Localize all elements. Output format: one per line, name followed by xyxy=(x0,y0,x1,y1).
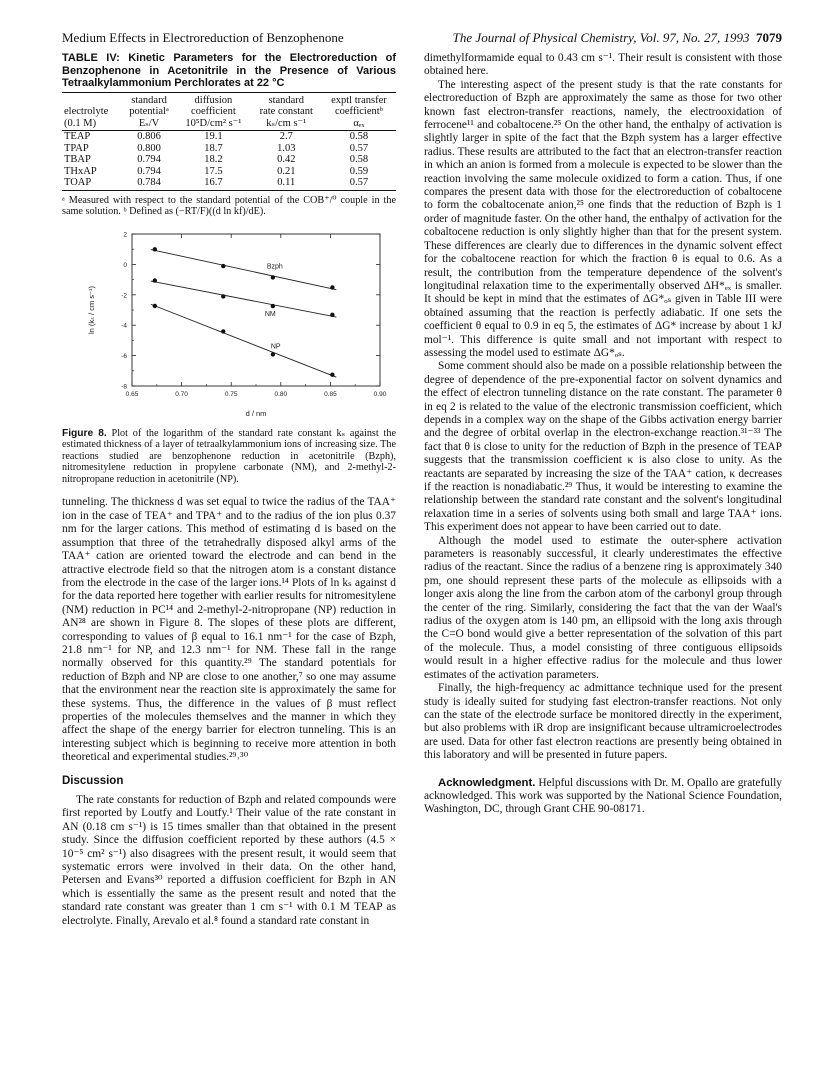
table-cell: 0.59 xyxy=(349,165,369,177)
table-cell: 0.58 xyxy=(349,131,369,142)
table-header-cell: diffusion xyxy=(176,92,251,106)
table-cell: 18.2 xyxy=(204,154,223,165)
running-header xyxy=(62,30,782,48)
y-tick-label: 0 xyxy=(123,261,127,269)
table-cell: 16.7 xyxy=(176,177,251,190)
table-header-row xyxy=(62,118,396,131)
body-paragraph: Although the model used to estimate the outer-sphere activation parameters is reasonably successful, it clearly underestimates the effective radius of the reactant. Since the radius of a benzene ring is approximately 340 pm, one should represent these parts of the molecule as ellipsoids with a longer axis along the line from the carbon atom of the carbonyl group through the center of the ring. Similarly, considering the fact that the van der Waal's radius of the oxygen atom is 140 pm, an ellipsoid with the long axis through the C=O bond would give a better representation of the solvation of this part of the molecule. Thus, a model consisting of three contiguous ellipsoids would result in a higher effective radius for the molecule and thus lower estimates of the activation parameters. xyxy=(424,534,782,681)
series-label-np: NP xyxy=(270,342,281,350)
table-header-cell: potentialᵃ xyxy=(129,106,169,117)
table-cell: 0.57 xyxy=(322,177,396,190)
table-cell: TOAP xyxy=(62,177,122,190)
table-row xyxy=(62,177,396,190)
right-column xyxy=(424,52,782,817)
figure-caption-label: Figure 8. xyxy=(62,427,107,439)
acknowledgment-label: Acknowledgment. xyxy=(438,776,536,789)
figure-caption xyxy=(62,428,396,486)
table-row xyxy=(62,143,396,155)
y-axis-label: ln (kₛ / cm s⁻¹) xyxy=(87,285,96,334)
x-tick-label: 0.90 xyxy=(373,390,387,398)
table-title: TABLE IV: Kinetic Parameters for the Electroreduction of Benzophenone in Acetonitrile in the Presence of Various Tetraalkylammonium Perchlorates at 22 °C xyxy=(62,52,396,89)
data-point-bzph xyxy=(271,275,275,279)
table-cell: 0.794 xyxy=(137,165,161,177)
table-cell: 0.21 xyxy=(277,165,296,177)
series-line-bzph xyxy=(151,249,337,289)
x-tick-label: 0.65 xyxy=(125,390,139,398)
table-cell: 1.03 xyxy=(277,142,296,154)
table-header-cell: coefficient xyxy=(191,106,236,117)
table-cell: 19.1 xyxy=(204,131,223,142)
table-header-cell: (0.1 M) xyxy=(62,118,122,131)
data-point-nm xyxy=(271,303,275,307)
data-point-np xyxy=(221,329,225,333)
body-paragraph: The rate constants for reduction of Bzph and related compounds were first reported by Loutfy and Loutfy.¹ Their value of the rate constant in AN (0.18 cm s⁻¹) is 15 times smaller than that obtained in the present study. Since the diffusion coefficient reported by these authors (4.5 × 10⁻⁵ cm² s⁻¹) also disagrees with the present result, it would seem that systematic errors were involved in their data. On the other hand, Petersen and Evans³⁰ reported a diffusion coefficient for Bzph in AN which is essentially the same as the present result and noted that the standard rate constant was greater than 1 cm s⁻¹ with 0.1 M TEAP as electrolyte. Finally, Arevalo et al.⁸ found a standard rate constant in xyxy=(62,794,396,927)
data-point-np xyxy=(271,352,275,356)
table-header-cell: exptl transfer xyxy=(322,92,396,106)
table-cell: 17.5 xyxy=(204,165,223,177)
x-tick-label: 0.85 xyxy=(324,390,337,398)
table-cell: 0.784 xyxy=(122,177,176,190)
table-cell: 0.794 xyxy=(137,154,161,165)
acknowledgment xyxy=(424,777,782,817)
table-row xyxy=(62,154,396,166)
y-tick-label: -6 xyxy=(121,352,127,360)
x-tick-label: 0.70 xyxy=(175,390,188,398)
body-paragraph: Finally, the high-frequency ac admittance technique used for the present study is ideally suited for studying fast electron-transfer reactions. Not only can the state of the electrode surface be monitored directly in the experiment, but also problems with iR drop are insignificant because ultramicroelectrodes are used. Data for other fast electron reactions are presently being obtained in this laboratory and will be presented in future papers. xyxy=(424,682,782,762)
table-header-cell: Eₛ/V xyxy=(122,118,176,131)
table-row xyxy=(62,131,396,143)
data-point-bzph xyxy=(330,285,334,289)
table-header-cell: electrolyte xyxy=(64,106,109,117)
series-line-np xyxy=(151,304,337,377)
x-tick-label: 0.75 xyxy=(224,390,238,398)
figure-caption-text: Plot of the logarithm of the standard rate constant kₛ against the estimated thickness of a layer of tetraalkylammonium ions of increasing size. The reactions studied are benzophenone reduction in acetonitrile (Bzph), nitromesitylene reduction in propylene carbonate (NM), and 2-methyl-2-nitropropane reduction in acetonitrile (NP). xyxy=(62,427,396,485)
table-header-row xyxy=(62,92,396,106)
data-point-np xyxy=(330,372,334,376)
header-journal-name: The Journal of Physical Chemistry, Vol. 97, No. 27, 1993 xyxy=(452,30,750,45)
table-cell: 0.57 xyxy=(349,142,369,154)
table-cell: TBAP xyxy=(64,154,91,165)
table-row xyxy=(62,166,396,178)
table-cell: 0.58 xyxy=(349,154,369,165)
table-header-cell: rate constant xyxy=(259,106,313,117)
plot-frame xyxy=(132,234,380,386)
body-paragraph: The interesting aspect of the present study is that the rate constants for electroreduction of Bzph are approximately the same as those for two other known fast electron-transfer reactions, namely, the electrooxidation of ferrocene¹¹ and cobaltocene.²⁵ On the other hand, the enthalpy of activation is slightly larger in spite of the fact that the Bzph system has a larger effective radius. These results are attributed to the fact that an electron-transfer reaction in which an anion is formed from a molecule is expected to be slower than the reaction involving the same molecule oxidized to form a cation. Thus, if one compares the present data with those for the electroreduction of cobaltocene to form the cobaltocenate anion,²⁵ one finds that the reduction of Bzph is 1 order of magnitude faster. On the other hand, the enthalpy of activation for the cobaltocene reduction is only slightly higher than that for the present system. These differences are clearly due to differences in the dynamic solvent effect for the cobaltocene reaction for which the fraction θ is equal to 0.6. As a result, the contribution from the temperature dependence of the solvent's longitudinal relaxation time to the experimentally observed ΔH*ₑₓ is smaller. It should be kept in mind that the estimates of ΔG*ₒₛ given in Table III were obtained assuming that the reaction is perfectly adiabatic. If one sets the coefficient θ equal to 0.9 in eq 5, the estimates of ΔG* increase by about 1 kJ mol⁻¹. This difference is quite small and not important with respect to assessing the model used to estimate ΔG*ₒₛ. xyxy=(424,78,782,359)
series-label-nm: NM xyxy=(264,310,276,318)
y-tick-label: -2 xyxy=(121,291,127,299)
table-cell: 0.11 xyxy=(251,177,322,190)
table-cell: 0.42 xyxy=(277,154,296,165)
body-paragraph: Some comment should also be made on a possible relationship between the degree of dependence of the pre-exponential factor on solvent dynamics and the effect of electron tunneling distance on the rate constant. The parameter θ in eq 2 is related to the value of the electronic transmission coefficient, which depends in a complex way on the shape of the Gibbs activation energy barrier and the degree of orbital overlap in the electron-exchange reaction.³¹⁻³³ The fact that θ is close to unity for the reduction of Bzph in the presence of TEAP suggests that the transmission coefficient κ is also close to unity. As the reactants are separated by increasing the size of the TAA⁺ cation, κ decreases if the reaction is nonadiabatic.²⁹ Thus, it would be interesting to examine the relationship between the standard rate constant and the solvent's longitudinal relaxation time in a series of solvents using both small and large TAA⁺ ions. This experiment does not appear to have been carried out to date. xyxy=(424,360,782,534)
body-paragraph: tunneling. The thickness d was set equal to twice the radius of the TAA⁺ ion in the case of TEA⁺ and TPA⁺ and to the radius of the ion plus 0.37 nm for the larger cations. This method of estimating d is based on the assumption that three of the tetrahedrally disposed alkyl arms of the TAA⁺ cation are oriented toward the electrode and can bend in the attractive electrode field so that the nitrogen atom is a constant distance from the electrode in the case of the larger ions.¹⁴ Plots of ln kₛ against d for the data reported here together with earlier results for nitromesitylene (NM) reduction in PC¹⁴ and 2-methyl-2-nitropropane (NP) reduction in AN²⁸ are shown in Figure 8. The slopes of these plots are different, corresponding to values of β equal to 16.1 nm⁻¹ for the case of Bzph, 21.8 nm⁻¹ for NP, and 12.3 nm⁻¹ for NM. These fall in the range normally observed for this quantity.²⁹ The standard potentials for reduction of Bzph and NP are close to one another,⁷ so one may assume that the environment near the reaction site is approximately the same for these systems. Thus, the difference in the values of β must reflect properties of the molecules themselves and the manner in which they affect the shape of the energy barrier for electron tunneling. This is an interesting subject which is beginning to receive more attention in both theoretical and experimental studies.²⁹˒³⁰ xyxy=(62,496,396,764)
rate-constant-chart xyxy=(62,226,396,424)
table-cell: TEAP xyxy=(64,131,91,142)
body-paragraph: dimethylformamide equal to 0.43 cm s⁻¹. Their result is consistent with those obtained here. xyxy=(424,52,782,78)
table-footnote-b: ᵇ Defined as (−RT/F)((d ln kf)/dE). xyxy=(123,206,266,217)
table-header-cell: coefficientᵇ xyxy=(334,106,383,117)
table-cell: 0.800 xyxy=(137,142,161,154)
table-header-cell: standard xyxy=(251,92,322,106)
figure-8 xyxy=(62,226,396,424)
page-number: 7079 xyxy=(756,30,782,45)
data-point-np xyxy=(153,303,157,307)
y-tick-label: -4 xyxy=(121,322,127,330)
data-point-bzph xyxy=(153,247,157,251)
kinetic-parameters-table xyxy=(62,92,396,191)
header-title: Medium Effects in Electroreduction of Benzophenone xyxy=(62,30,344,45)
data-point-nm xyxy=(221,294,225,298)
section-heading-discussion: Discussion xyxy=(62,774,124,787)
series-label-bzph: Bzph xyxy=(266,262,283,270)
y-tick-label: 2 xyxy=(123,231,127,238)
table-cell: 2.7 xyxy=(279,131,293,142)
data-point-bzph xyxy=(221,263,225,267)
table-header-cell xyxy=(62,92,122,106)
table-header-cell: 10⁵D/cm² s⁻¹ xyxy=(176,118,251,131)
table-header-cell: αₑₓ xyxy=(322,118,396,131)
table-header-cell: kₛ/cm s⁻¹ xyxy=(251,118,322,131)
table-cell: 0.806 xyxy=(137,131,161,142)
table-footnote-a: ᵃ Measured with respect to the standard potential of the COB⁺/⁰ couple in the same solution. xyxy=(62,194,396,217)
table-footnotes xyxy=(62,195,396,218)
acknowledgment-text: Helpful discussions with Dr. M. Opallo are gratefully acknowledged. This work was supported by the National Science Foundation, Washington, DC, through Grant CHE 90-08171. xyxy=(424,776,782,816)
table-header-cell: standard xyxy=(122,92,176,106)
table-header-row xyxy=(62,106,396,118)
table-cell: TPAP xyxy=(64,142,89,154)
table-cell: 18.7 xyxy=(204,142,223,154)
data-point-nm xyxy=(153,278,157,282)
series-line-nm xyxy=(151,281,337,317)
y-tick-label: -8 xyxy=(121,383,127,390)
table-cell: THxAP xyxy=(64,165,97,177)
data-point-nm xyxy=(330,312,334,316)
x-axis-label: d / nm xyxy=(245,408,267,418)
left-column xyxy=(62,52,396,928)
x-tick-label: 0.80 xyxy=(274,390,288,398)
header-journal xyxy=(453,30,782,46)
